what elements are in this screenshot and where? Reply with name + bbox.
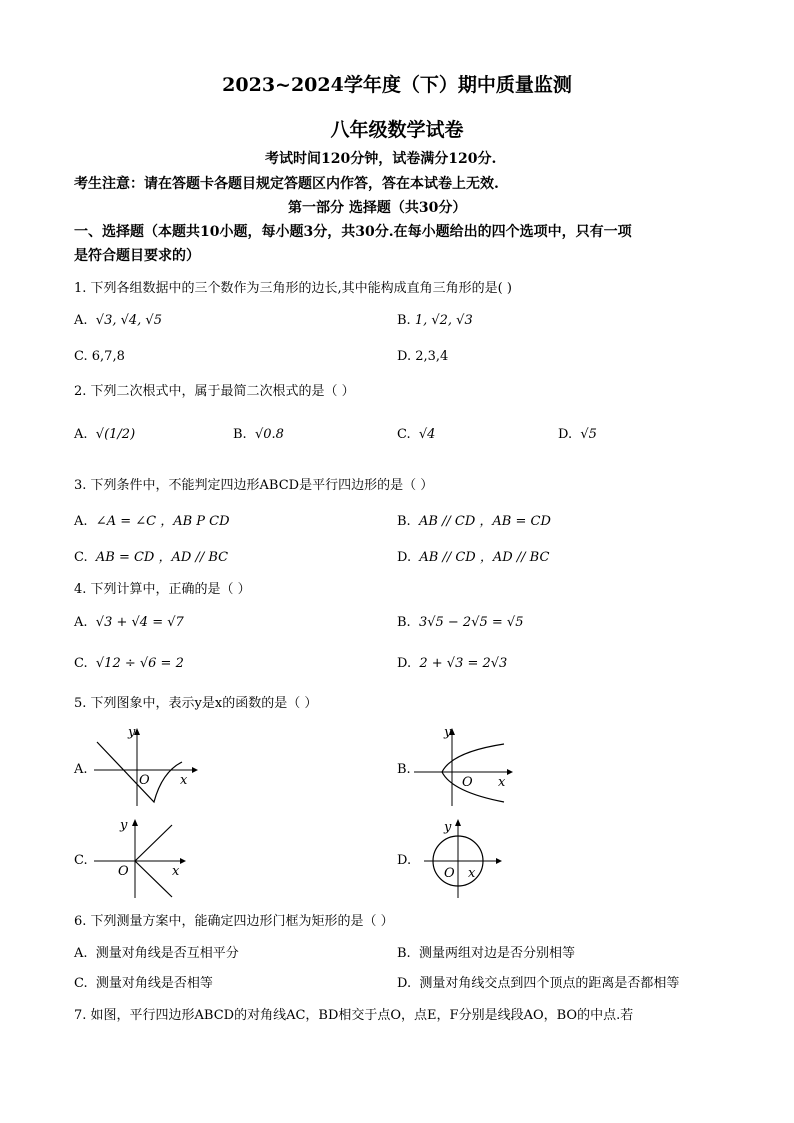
q2-option-a-label: A. — [74, 427, 88, 442]
q1-option-b — [397, 313, 473, 328]
y-axis-label: y — [444, 725, 452, 740]
q5-option-a-label: A. — [74, 762, 88, 777]
q6-option-c-text: 测量对角线是否相等 — [95, 976, 213, 991]
q6-option-a-label: A. — [74, 946, 88, 961]
q1-option-b-text: 1, √2, √3 — [414, 313, 473, 328]
q4-option-c-label: C. — [74, 656, 88, 671]
x-axis-arrow-icon — [192, 767, 198, 773]
q2-option-c-label: C. — [397, 427, 411, 442]
exam-notice: 考生注意：请在答题卡各题目规定答题区内作答，答在本试卷上无效. — [74, 176, 499, 192]
q4-option-b-label: B. — [397, 615, 411, 630]
q6-option-b-label: B. — [397, 946, 411, 961]
q5-graph-c — [92, 815, 192, 900]
q3-option-d-text: AB // CD ，AD // BC — [419, 550, 550, 565]
q2-option-b — [233, 427, 284, 442]
x-axis-label: x — [498, 775, 506, 790]
q4-option-b — [397, 615, 523, 630]
q3-option-b-label: B. — [397, 514, 411, 529]
origin-label: O — [118, 864, 129, 879]
q4-option-a-text: √3 + √4 = √7 — [95, 615, 184, 630]
q6-option-b — [397, 942, 575, 961]
q4-option-b-text: 3√5 − 2√5 = √5 — [418, 615, 524, 630]
q5-option-c-label: C. — [74, 853, 88, 868]
q3-option-c-label: C. — [74, 550, 88, 565]
q1-option-c-text: 6,7,8 — [91, 349, 125, 364]
y-axis-label: y — [120, 818, 128, 833]
q3-option-b — [397, 510, 551, 529]
exam-info: 考试时间120分钟，试卷满分120分. — [265, 151, 497, 167]
question-6-stem: 6. 下列测量方案中，能确定四边形门框为矩形的是（ ） — [74, 914, 394, 929]
origin-label: O — [444, 866, 455, 881]
q6-option-d — [397, 972, 679, 991]
exam-subtitle: 八年级数学试卷 — [330, 119, 464, 141]
q5-option-d-label: D. — [397, 853, 412, 868]
q5-graph-a — [92, 722, 202, 810]
question-3-stem: 3. 下列条件中，不能判定四边形ABCD是平行四边形的是（ ） — [74, 478, 434, 493]
question-2-stem: 2. 下列二次根式中，属于最简二次根式的是（ ） — [74, 384, 355, 399]
q2-option-b-text: √0.8 — [254, 427, 284, 442]
question-1-stem: 1. 下列各组数据中的三个数作为三角形的边长,其中能构成直角三角形的是( ) — [74, 281, 512, 296]
y-axis-arrow-icon — [132, 819, 138, 826]
q5-option-b-label: B. — [397, 762, 411, 777]
q6-option-d-label: D. — [397, 976, 412, 991]
q6-option-c — [74, 972, 213, 991]
q1-option-a-text: √3, √4, √5 — [95, 313, 162, 328]
q3-option-a-text: ∠A = ∠C ，AB P CD — [95, 514, 230, 529]
ray-down — [135, 861, 172, 897]
y-axis-label: y — [128, 725, 136, 740]
x-axis-label: x — [180, 773, 188, 788]
x-axis-label: x — [172, 864, 180, 879]
y-axis-arrow-icon — [455, 819, 461, 826]
q2-option-d-text: √5 — [580, 427, 597, 442]
q3-option-a — [74, 510, 230, 529]
q1-option-d-text: 2,3,4 — [415, 349, 449, 364]
q3-option-d-label: D. — [397, 550, 412, 565]
q4-option-c-text: √12 ÷ √6 = 2 — [95, 656, 184, 671]
q4-option-d-text: 2 + √3 = 2√3 — [419, 656, 508, 671]
q6-option-c-label: C. — [74, 976, 88, 991]
x-axis-arrow-icon — [507, 769, 513, 775]
q4-option-a — [74, 615, 184, 630]
q1-option-b-label: B. — [397, 313, 411, 328]
x-axis-label: x — [468, 866, 476, 881]
q1-option-c — [74, 349, 125, 364]
q5-graph-d — [418, 815, 508, 900]
q6-option-d-text: 测量对角线交点到四个顶点的距离是否都相等 — [419, 976, 680, 991]
origin-label: O — [462, 775, 473, 790]
q5-graph-b — [412, 722, 522, 810]
x-axis-arrow-icon — [180, 858, 186, 864]
q3-option-a-label: A. — [74, 514, 88, 529]
q2-option-c — [397, 427, 435, 442]
q2-option-a — [74, 427, 135, 442]
q3-option-d — [397, 546, 549, 565]
q2-option-a-text: √(1/2) — [95, 427, 136, 442]
q6-option-b-text: 测量两组对边是否分别相等 — [418, 946, 575, 961]
part-heading: 第一部分 选择题（共30分） — [288, 200, 467, 216]
q2-option-d-label: D. — [558, 427, 573, 442]
x-axis-arrow-icon — [496, 858, 502, 864]
q2-option-c-text: √4 — [418, 427, 436, 442]
question-4-stem: 4. 下列计算中，正确的是（ ） — [74, 582, 251, 597]
origin-label: O — [139, 773, 150, 788]
question-5-stem: 5. 下列图象中，表示y是x的函数的是（ ） — [74, 696, 318, 711]
section-heading-line2: 是符合题目要求的） — [74, 248, 200, 264]
q2-option-b-label: B. — [233, 427, 247, 442]
q1-option-d — [397, 349, 448, 364]
q1-option-c-label: C. — [74, 349, 88, 364]
q1-option-d-label: D. — [397, 349, 412, 364]
parabola-curve — [442, 744, 504, 802]
q2-option-d — [558, 427, 597, 442]
function-curve — [97, 742, 182, 802]
q3-option-c — [74, 546, 228, 565]
q4-option-c — [74, 656, 184, 671]
question-7-stem: 7. 如图，平行四边形ABCD的对角线AC，BD相交于点O，点E，F分别是线段AO，BO的中点.若 — [74, 1008, 634, 1023]
q6-option-a — [74, 942, 239, 961]
q1-option-a-label: A. — [74, 313, 88, 328]
ray-up — [135, 825, 172, 861]
q1-option-a — [74, 313, 162, 328]
exam-title: 2023~2024学年度（下）期中质量监测 — [222, 74, 572, 96]
q4-option-d — [397, 656, 507, 671]
y-axis-label: y — [444, 820, 452, 835]
q4-option-a-label: A. — [74, 615, 88, 630]
q3-option-c-text: AB = CD ，AD // BC — [95, 550, 229, 565]
q4-option-d-label: D. — [397, 656, 412, 671]
q6-option-a-text: 测量对角线是否互相平分 — [95, 946, 239, 961]
section-heading-line1: 一、选择题（本题共10小题，每小题3分，共30分.在每小题给出的四个选项中，只有一项 — [74, 224, 632, 240]
q3-option-b-text: AB // CD ，AB = CD — [418, 514, 551, 529]
